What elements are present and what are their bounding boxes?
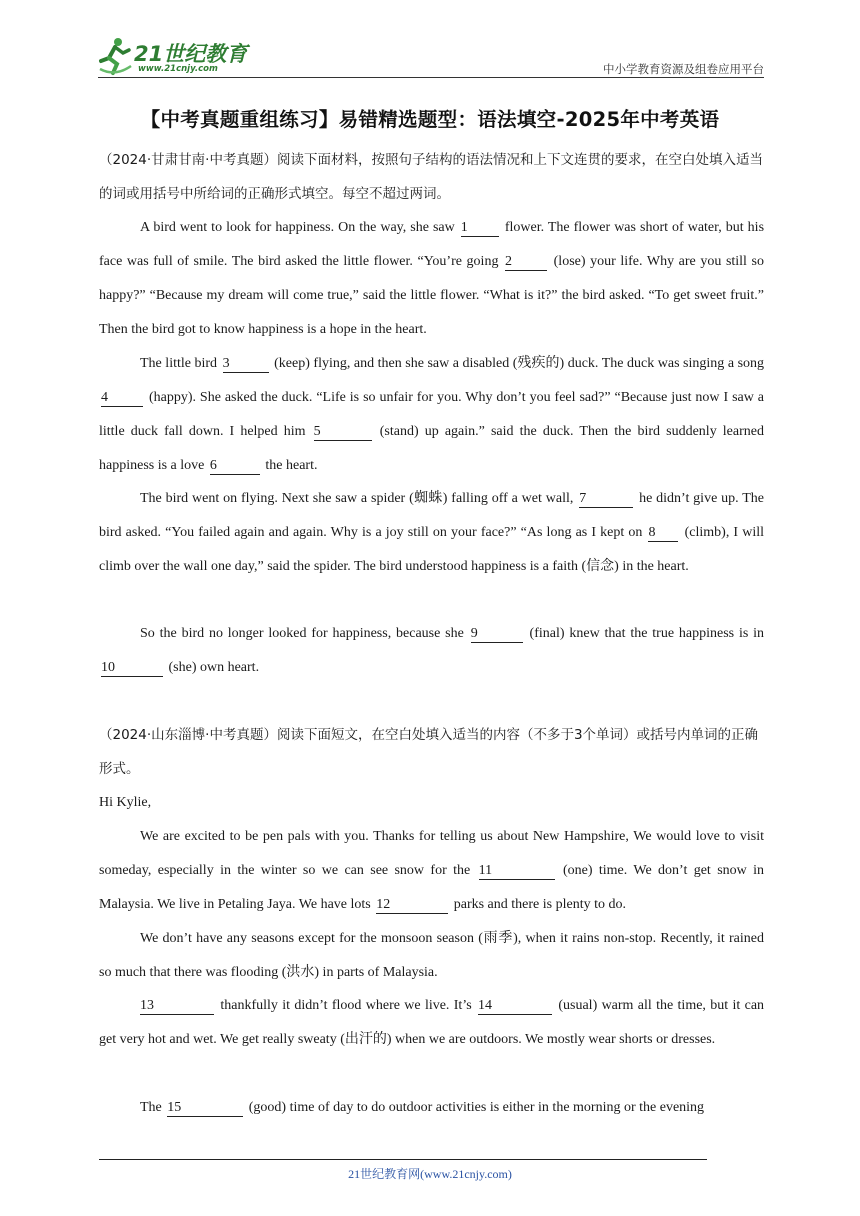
answer-blank-14[interactable]: 14 [478, 998, 552, 1015]
passage1-paragraph4: So the bird no longer looked for happiness, because she 9 (final) knew that the true happiness is in 10 (she) own heart. [101, 626, 765, 675]
answer-blank-7[interactable]: 7 [579, 491, 633, 508]
header-divider [98, 77, 764, 78]
passage1-paragraph1: A bird went to look for happiness. On the way, she saw 1 flower. The flower was short of water, but his face was full of smile. The bird asked the little flower. “You’re going 2 (lose) your life. Why are you still so happy?” “Because my dream will come true,” said the little flower. “What is it?” the bird asked. “To get sweet fruit.” Then the bird got to know happiness is a hope in the heart. [99, 220, 765, 337]
page-header [98, 28, 764, 80]
page-footer: 21世纪教育网(www.21cnjy.com) [348, 1167, 512, 1181]
answer-blank-9[interactable]: 9 [471, 626, 523, 643]
answer-blank-11[interactable]: 11 [479, 863, 555, 880]
logo-wordmark: 21世纪教育 [134, 42, 248, 66]
answer-blank-1[interactable]: 1 [461, 220, 499, 237]
answer-blank-13[interactable]: 13 [140, 998, 214, 1015]
answer-blank-2[interactable]: 2 [505, 254, 547, 271]
passage2-instruction: （2024·山东淄博·中考真题）阅读下面短文，在空白处填入适当的内容（不多于3个单词）或括号内单词的正确形式。 [99, 727, 759, 777]
passage1-instruction: （2024·甘肃甘南·中考真题）阅读下面材料，按照句子结构的语法情况和上下文连贯的要求，在空白处填入适当的词或用括号中所给词的正确形式填空。每空不超过两词。 [99, 152, 763, 202]
answer-blank-12[interactable]: 12 [376, 897, 448, 914]
answer-blank-15[interactable]: 15 [167, 1100, 243, 1117]
passage1-paragraph2: The little bird 3 (keep) flying, and then she saw a disabled (残疾的) duck. The duck was singing a song 4 (happy). She asked the duck. “Life is so unfair for you. Why don’t you feel sad?” “Because just now I saw a little duck fall down. I helped him 5 (stand) up again.” said the duck. Then the bird suddenly learned happiness is a love 6 the heart. [99, 356, 765, 473]
header-tagline: 中小学教育资源及组卷应用平台 [603, 62, 764, 76]
passage2-paragraph3: 13 thankfully it didn’t flood where we live. It’s 14 (usual) warm all the time, but it can get very hot and wet. We get really sweaty (出汗的) when we are outdoors. We mostly wear shorts or dresses. [99, 998, 765, 1047]
answer-blank-10[interactable]: 10 [101, 660, 163, 677]
page-title: 【中考真题重组练习】易错精选题型：语法填空-2025年中考英语 [140, 108, 720, 131]
passage2-paragraph2: We don’t have any seasons except for the monsoon season (雨季), when it rains non-stop. Recently, it rained so much that there was flooding (洪水) in parts of Malaysia. [99, 931, 764, 980]
runner-logo-icon [98, 36, 132, 76]
site-logo [98, 32, 264, 76]
answer-blank-5[interactable]: 5 [314, 424, 372, 441]
passage1-paragraph3: The bird went on flying. Next she saw a spider (蜘蛛) falling off a wet wall, 7 he didn’t give up. The bird asked. “You failed again and again. Why is a joy still on your face?” “As long as I kept on 8 (climb), I will climb over the wall one day,” said the spider. The bird understood happiness is a faith (信念) in the heart. [99, 491, 765, 574]
answer-blank-4[interactable]: 4 [101, 390, 143, 407]
letter-greeting: Hi Kylie, [99, 795, 152, 810]
footer-divider [99, 1159, 707, 1160]
answer-blank-8[interactable]: 8 [648, 525, 678, 542]
answer-blank-3[interactable]: 3 [223, 356, 269, 373]
logo-url: www.21cnjy.com [138, 64, 218, 74]
passage2-paragraph4: The 15 (good) time of day to do outdoor activities is either in the morning or the evening [140, 1100, 705, 1115]
answer-blank-6[interactable]: 6 [210, 458, 260, 475]
passage2-paragraph1: We are excited to be pen pals with you. Thanks for telling us about New Hampshire, We would love to visit someday, especially in the winter so we can see snow for the 11 (one) time. We don’t get snow in Malaysia. We live in Petaling Jaya. We have lots 12 parks and there is plenty to do. [99, 829, 765, 912]
